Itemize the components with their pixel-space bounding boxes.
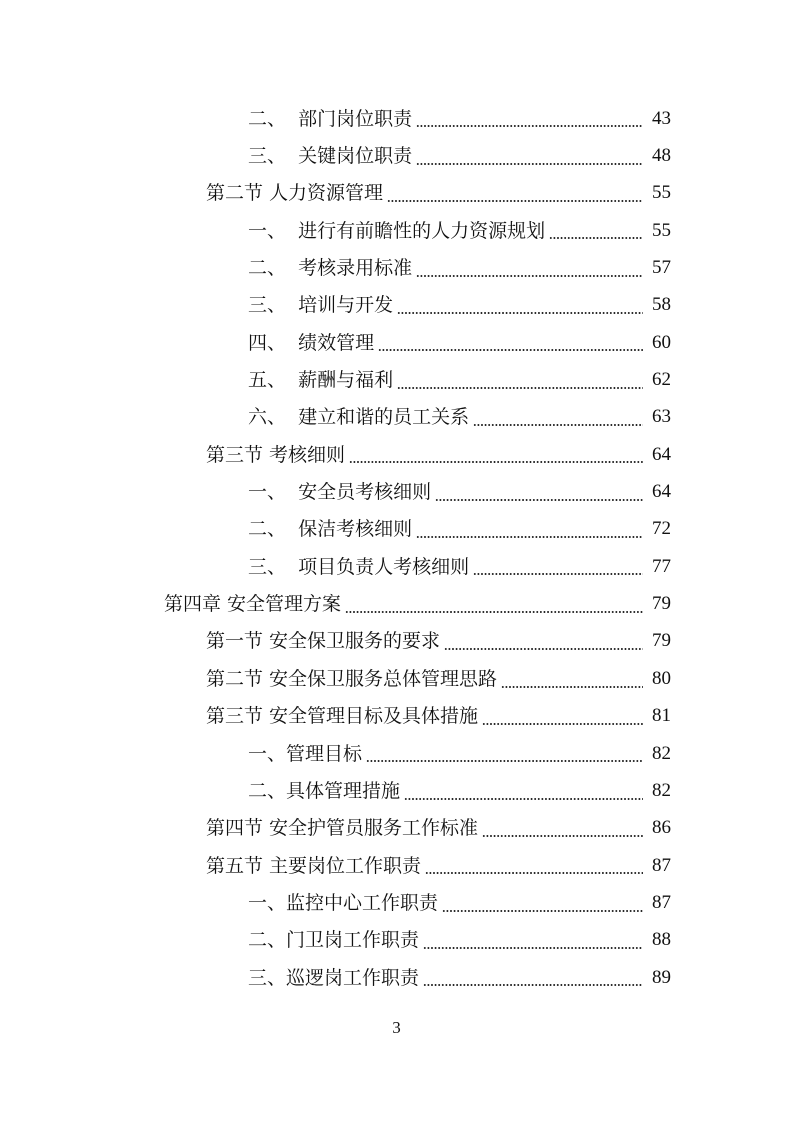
toc-dot-leader bbox=[473, 424, 643, 426]
toc-entry-page: 48 bbox=[652, 145, 671, 167]
toc-entry-page: 63 bbox=[652, 406, 671, 428]
toc-entry-number: 第一节 bbox=[206, 630, 270, 653]
toc-entry-title: 培训与开发 bbox=[298, 294, 394, 317]
toc-entry[interactable] bbox=[0, 959, 793, 996]
toc-entry-title: 门卫岗工作职责 bbox=[286, 929, 420, 952]
toc-entry-number: 三、 bbox=[248, 555, 299, 578]
toc-entry[interactable] bbox=[0, 212, 793, 249]
toc-entry[interactable] bbox=[0, 249, 793, 286]
toc-entry-number: 二、 bbox=[248, 779, 287, 802]
toc-entry-page: 77 bbox=[652, 555, 671, 577]
toc-entry-title: 保洁考核细则 bbox=[298, 518, 413, 541]
page-number: 3 bbox=[392, 1018, 401, 1037]
toc-entry-title: 安全管理目标及具体措施 bbox=[269, 705, 479, 728]
toc-entry[interactable] bbox=[0, 810, 793, 847]
toc-dot-leader bbox=[423, 984, 643, 986]
toc-entry[interactable] bbox=[0, 287, 793, 324]
toc-entry[interactable] bbox=[0, 585, 793, 622]
toc-entry-number: 二、 bbox=[248, 929, 287, 952]
toc-entry-title: 安全保卫服务的要求 bbox=[269, 630, 441, 653]
toc-entry-page: 79 bbox=[652, 593, 671, 615]
toc-entry-title: 薪酬与福利 bbox=[298, 369, 394, 392]
toc-dot-leader bbox=[416, 536, 643, 538]
toc-entry[interactable] bbox=[0, 399, 793, 436]
toc-entry-page: 86 bbox=[652, 817, 671, 839]
toc-entry-title: 安全保卫服务总体管理思路 bbox=[269, 667, 498, 690]
toc-entry[interactable] bbox=[0, 884, 793, 921]
toc-entry[interactable] bbox=[0, 175, 793, 212]
toc-entry-number: 一、 bbox=[248, 742, 287, 765]
toc-entry-page: 55 bbox=[652, 182, 671, 204]
toc-dot-leader bbox=[416, 163, 643, 165]
toc-entry-number: 第二节 bbox=[206, 667, 270, 690]
toc-dot-leader bbox=[473, 573, 643, 575]
toc-entry-page: 82 bbox=[652, 742, 671, 764]
toc-dot-leader bbox=[397, 387, 643, 389]
toc-entry-title: 考核细则 bbox=[269, 443, 346, 466]
toc-entry-number: 二、 bbox=[248, 257, 299, 280]
toc-entry-page: 55 bbox=[652, 219, 671, 241]
toc-entry-number: 三、 bbox=[248, 966, 287, 989]
toc-entry[interactable] bbox=[0, 623, 793, 660]
toc-dot-leader bbox=[501, 686, 643, 688]
toc-entry-title: 安全管理方案 bbox=[227, 593, 342, 616]
toc-entry-number: 五、 bbox=[248, 369, 299, 392]
toc-entry-page: 79 bbox=[652, 630, 671, 652]
toc-dot-leader bbox=[435, 499, 643, 501]
toc-entry-number: 三、 bbox=[248, 145, 299, 168]
toc-entry-page: 82 bbox=[652, 779, 671, 801]
toc-entry-page: 62 bbox=[652, 369, 671, 391]
toc-dot-leader bbox=[349, 461, 643, 463]
toc-entry[interactable] bbox=[0, 324, 793, 361]
toc-entry-page: 72 bbox=[652, 518, 671, 540]
toc-entry-page: 88 bbox=[652, 929, 671, 951]
toc-entry[interactable] bbox=[0, 922, 793, 959]
toc-entry[interactable] bbox=[0, 436, 793, 473]
toc-entry[interactable] bbox=[0, 548, 793, 585]
toc-entry-number: 一、 bbox=[248, 891, 287, 914]
toc-dot-leader bbox=[416, 275, 643, 277]
toc-entry-title: 考核录用标准 bbox=[298, 257, 413, 280]
toc-entry-title: 部门岗位职责 bbox=[298, 107, 413, 130]
toc-entry-title: 进行有前瞻性的人力资源规划 bbox=[298, 219, 546, 242]
toc-entry-title: 监控中心工作职责 bbox=[286, 891, 439, 914]
toc-entry-title: 建立和谐的员工关系 bbox=[298, 406, 470, 429]
toc-dot-leader bbox=[345, 611, 643, 613]
toc-entry-number: 二、 bbox=[248, 107, 299, 130]
toc-entry[interactable] bbox=[0, 100, 793, 137]
toc-entry-page: 43 bbox=[652, 107, 671, 129]
toc-entry-number: 第五节 bbox=[206, 854, 270, 877]
toc-dot-leader bbox=[482, 835, 643, 837]
toc-dot-leader bbox=[387, 200, 643, 202]
toc-entry-page: 87 bbox=[652, 891, 671, 913]
toc-entry-title: 主要岗位工作职责 bbox=[269, 854, 422, 877]
toc-entry-page: 89 bbox=[652, 966, 671, 988]
toc-entry-number: 一、 bbox=[248, 481, 299, 504]
toc-dot-leader bbox=[482, 723, 643, 725]
toc-dot-leader bbox=[442, 910, 643, 912]
toc-entry[interactable] bbox=[0, 660, 793, 697]
toc-entry-number: 二、 bbox=[248, 518, 299, 541]
toc-entry-title: 安全员考核细则 bbox=[298, 481, 432, 504]
toc-dot-leader bbox=[404, 798, 643, 800]
toc-entry[interactable] bbox=[0, 772, 793, 809]
toc-entry[interactable] bbox=[0, 137, 793, 174]
toc-dot-leader bbox=[549, 237, 643, 239]
toc-entry-number: 第三节 bbox=[206, 705, 270, 728]
toc-entry-page: 58 bbox=[652, 294, 671, 316]
toc-entry[interactable] bbox=[0, 473, 793, 510]
toc-dot-leader bbox=[423, 947, 643, 949]
toc-dot-leader bbox=[425, 872, 643, 874]
toc-entry-title: 项目负责人考核细则 bbox=[298, 555, 470, 578]
toc-entry-page: 60 bbox=[652, 331, 671, 353]
toc-entry[interactable] bbox=[0, 735, 793, 772]
toc-entry-page: 57 bbox=[652, 257, 671, 279]
toc-dot-leader bbox=[366, 760, 643, 762]
toc-entry[interactable] bbox=[0, 847, 793, 884]
toc-entry[interactable] bbox=[0, 511, 793, 548]
toc-entry-number: 四、 bbox=[248, 331, 299, 354]
toc-entry-title: 具体管理措施 bbox=[286, 779, 401, 802]
table-of-contents bbox=[0, 100, 793, 996]
toc-entry[interactable] bbox=[0, 698, 793, 735]
toc-entry-number: 第四章 bbox=[164, 593, 228, 616]
toc-entry-number: 一、 bbox=[248, 219, 299, 242]
toc-entry-page: 81 bbox=[652, 705, 671, 727]
toc-entry-page: 87 bbox=[652, 854, 671, 876]
toc-dot-leader bbox=[416, 125, 643, 127]
toc-entry-title: 人力资源管理 bbox=[269, 182, 384, 205]
toc-entry-number: 第二节 bbox=[206, 182, 270, 205]
toc-entry-page: 80 bbox=[652, 667, 671, 689]
toc-entry-number: 第四节 bbox=[206, 817, 270, 840]
toc-entry-number: 第三节 bbox=[206, 443, 270, 466]
toc-entry-title: 安全护管员服务工作标准 bbox=[269, 817, 479, 840]
toc-entry-page: 64 bbox=[652, 481, 671, 503]
toc-entry-title: 巡逻岗工作职责 bbox=[286, 966, 420, 989]
toc-entry-title: 绩效管理 bbox=[298, 331, 375, 354]
toc-entry[interactable] bbox=[0, 361, 793, 398]
toc-entry-page: 64 bbox=[652, 443, 671, 465]
toc-dot-leader bbox=[378, 349, 643, 351]
toc-entry-title: 关键岗位职责 bbox=[298, 145, 413, 168]
toc-entry-number: 三、 bbox=[248, 294, 299, 317]
toc-dot-leader bbox=[397, 312, 643, 314]
toc-entry-title: 管理目标 bbox=[286, 742, 363, 765]
toc-dot-leader bbox=[444, 648, 643, 650]
toc-entry-number: 六、 bbox=[248, 406, 299, 429]
